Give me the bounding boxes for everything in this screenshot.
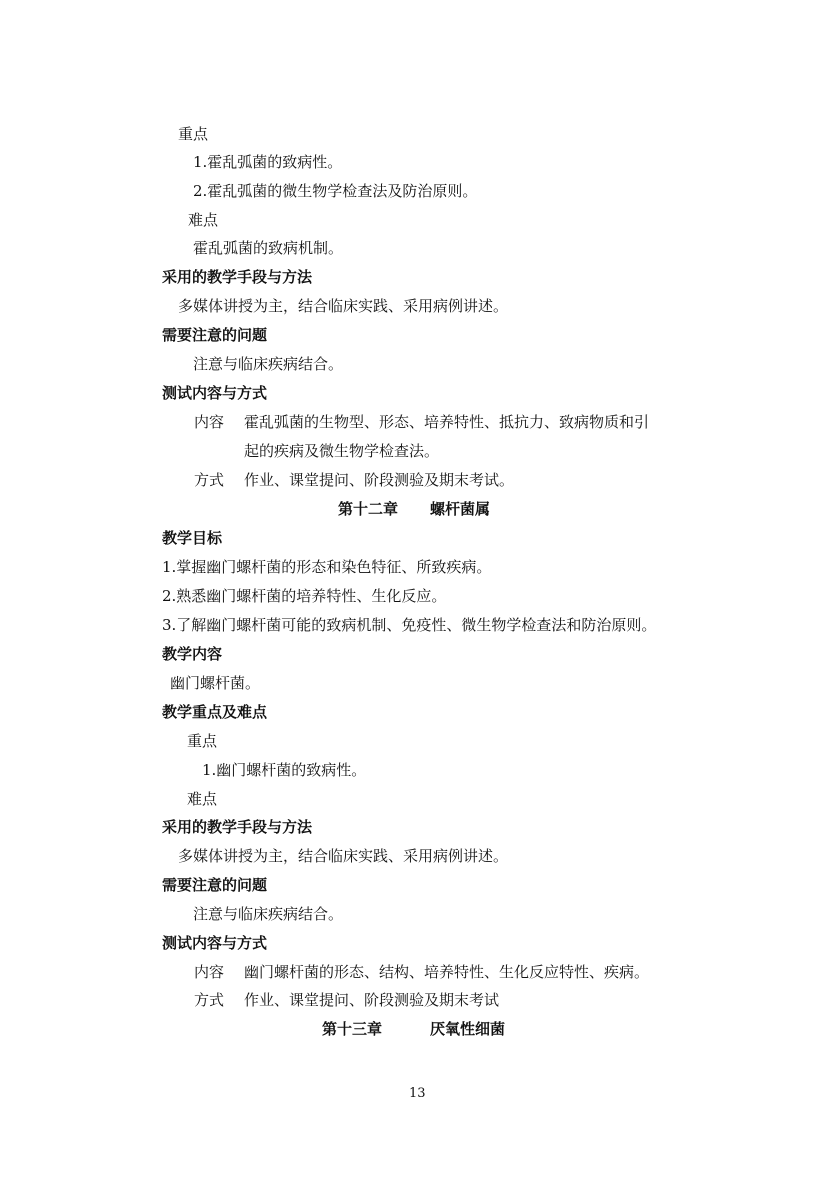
heading-key-points: 重点 bbox=[187, 732, 218, 750]
section-heading-teaching-methods: 采用的教学手段与方法 bbox=[162, 818, 313, 836]
section-heading-attention-issues: 需要注意的问题 bbox=[162, 876, 268, 894]
heading-difficult-points: 难点 bbox=[188, 211, 219, 229]
section-heading-test-content: 测试内容与方式 bbox=[162, 384, 268, 402]
section-heading-attention-issues: 需要注意的问题 bbox=[162, 326, 268, 344]
section-heading-teaching-methods: 采用的教学手段与方法 bbox=[162, 268, 313, 286]
test-method-row bbox=[194, 470, 514, 490]
method-text: 作业、课堂提问、阶段测验及期末考试 bbox=[244, 991, 500, 1009]
body-text: 多媒体讲授为主，结合临床实践、采用病例讲述。 bbox=[178, 847, 509, 865]
test-method-row bbox=[194, 990, 499, 1010]
method-text: 作业、课堂提问、阶段测验及期末考试。 bbox=[244, 471, 515, 489]
body-text: 注意与临床疾病结合。 bbox=[193, 355, 344, 373]
content-label: 内容 bbox=[194, 963, 225, 981]
test-content-row bbox=[194, 962, 649, 982]
content-text: 幽门螺杆菌的形态、结构、培养特性、生化反应特性、疾病。 bbox=[244, 963, 650, 981]
content-label: 内容 bbox=[194, 413, 225, 431]
chapter-title-13 bbox=[322, 1019, 505, 1039]
page-number: 13 bbox=[409, 1086, 426, 1101]
chapter-name: 螺杆菌属 bbox=[430, 500, 491, 518]
body-text: 注意与临床疾病结合。 bbox=[193, 905, 344, 923]
test-content-row bbox=[194, 412, 649, 432]
method-label: 方式 bbox=[194, 471, 225, 489]
chapter-number: 第十三章 bbox=[322, 1020, 383, 1038]
list-item: 1.掌握幽门螺杆菌的形态和染色特征、所致疾病。 bbox=[162, 558, 492, 576]
heading-key-points: 重点 bbox=[178, 125, 209, 143]
content-text: 霍乱弧菌的生物型、形态、培养特性、抵抗力、致病物质和引 bbox=[244, 413, 650, 431]
heading-difficult-points: 难点 bbox=[187, 790, 218, 808]
body-text: 霍乱弧菌的致病机制。 bbox=[193, 239, 344, 257]
chapter-title-12 bbox=[338, 499, 490, 519]
method-label: 方式 bbox=[194, 991, 225, 1009]
list-item: 3.了解幽门螺杆菌可能的致病机制、免疫性、微生物学检查法和防治原则。 bbox=[162, 616, 657, 634]
body-text: 多媒体讲授为主，结合临床实践、采用病例讲述。 bbox=[178, 297, 509, 315]
section-heading-objectives: 教学目标 bbox=[162, 529, 223, 547]
section-heading-test-content: 测试内容与方式 bbox=[162, 934, 268, 952]
body-text: 幽门螺杆菌。 bbox=[170, 674, 261, 692]
list-item: 2.熟悉幽门螺杆菌的培养特性、生化反应。 bbox=[162, 587, 447, 605]
list-item: 1.幽门螺杆菌的致病性。 bbox=[202, 761, 367, 779]
list-item: 2.霍乱弧菌的微生物学检查法及防治原则。 bbox=[193, 182, 478, 200]
section-heading-key-and-difficult: 教学重点及难点 bbox=[162, 703, 268, 721]
list-item: 1.霍乱弧菌的致病性。 bbox=[193, 153, 343, 171]
content-text-continued: 起的疾病及微生物学检查法。 bbox=[244, 442, 440, 460]
chapter-number: 第十二章 bbox=[338, 500, 399, 518]
chapter-name: 厌氧性细菌 bbox=[430, 1020, 506, 1038]
section-heading-content: 教学内容 bbox=[162, 645, 223, 663]
